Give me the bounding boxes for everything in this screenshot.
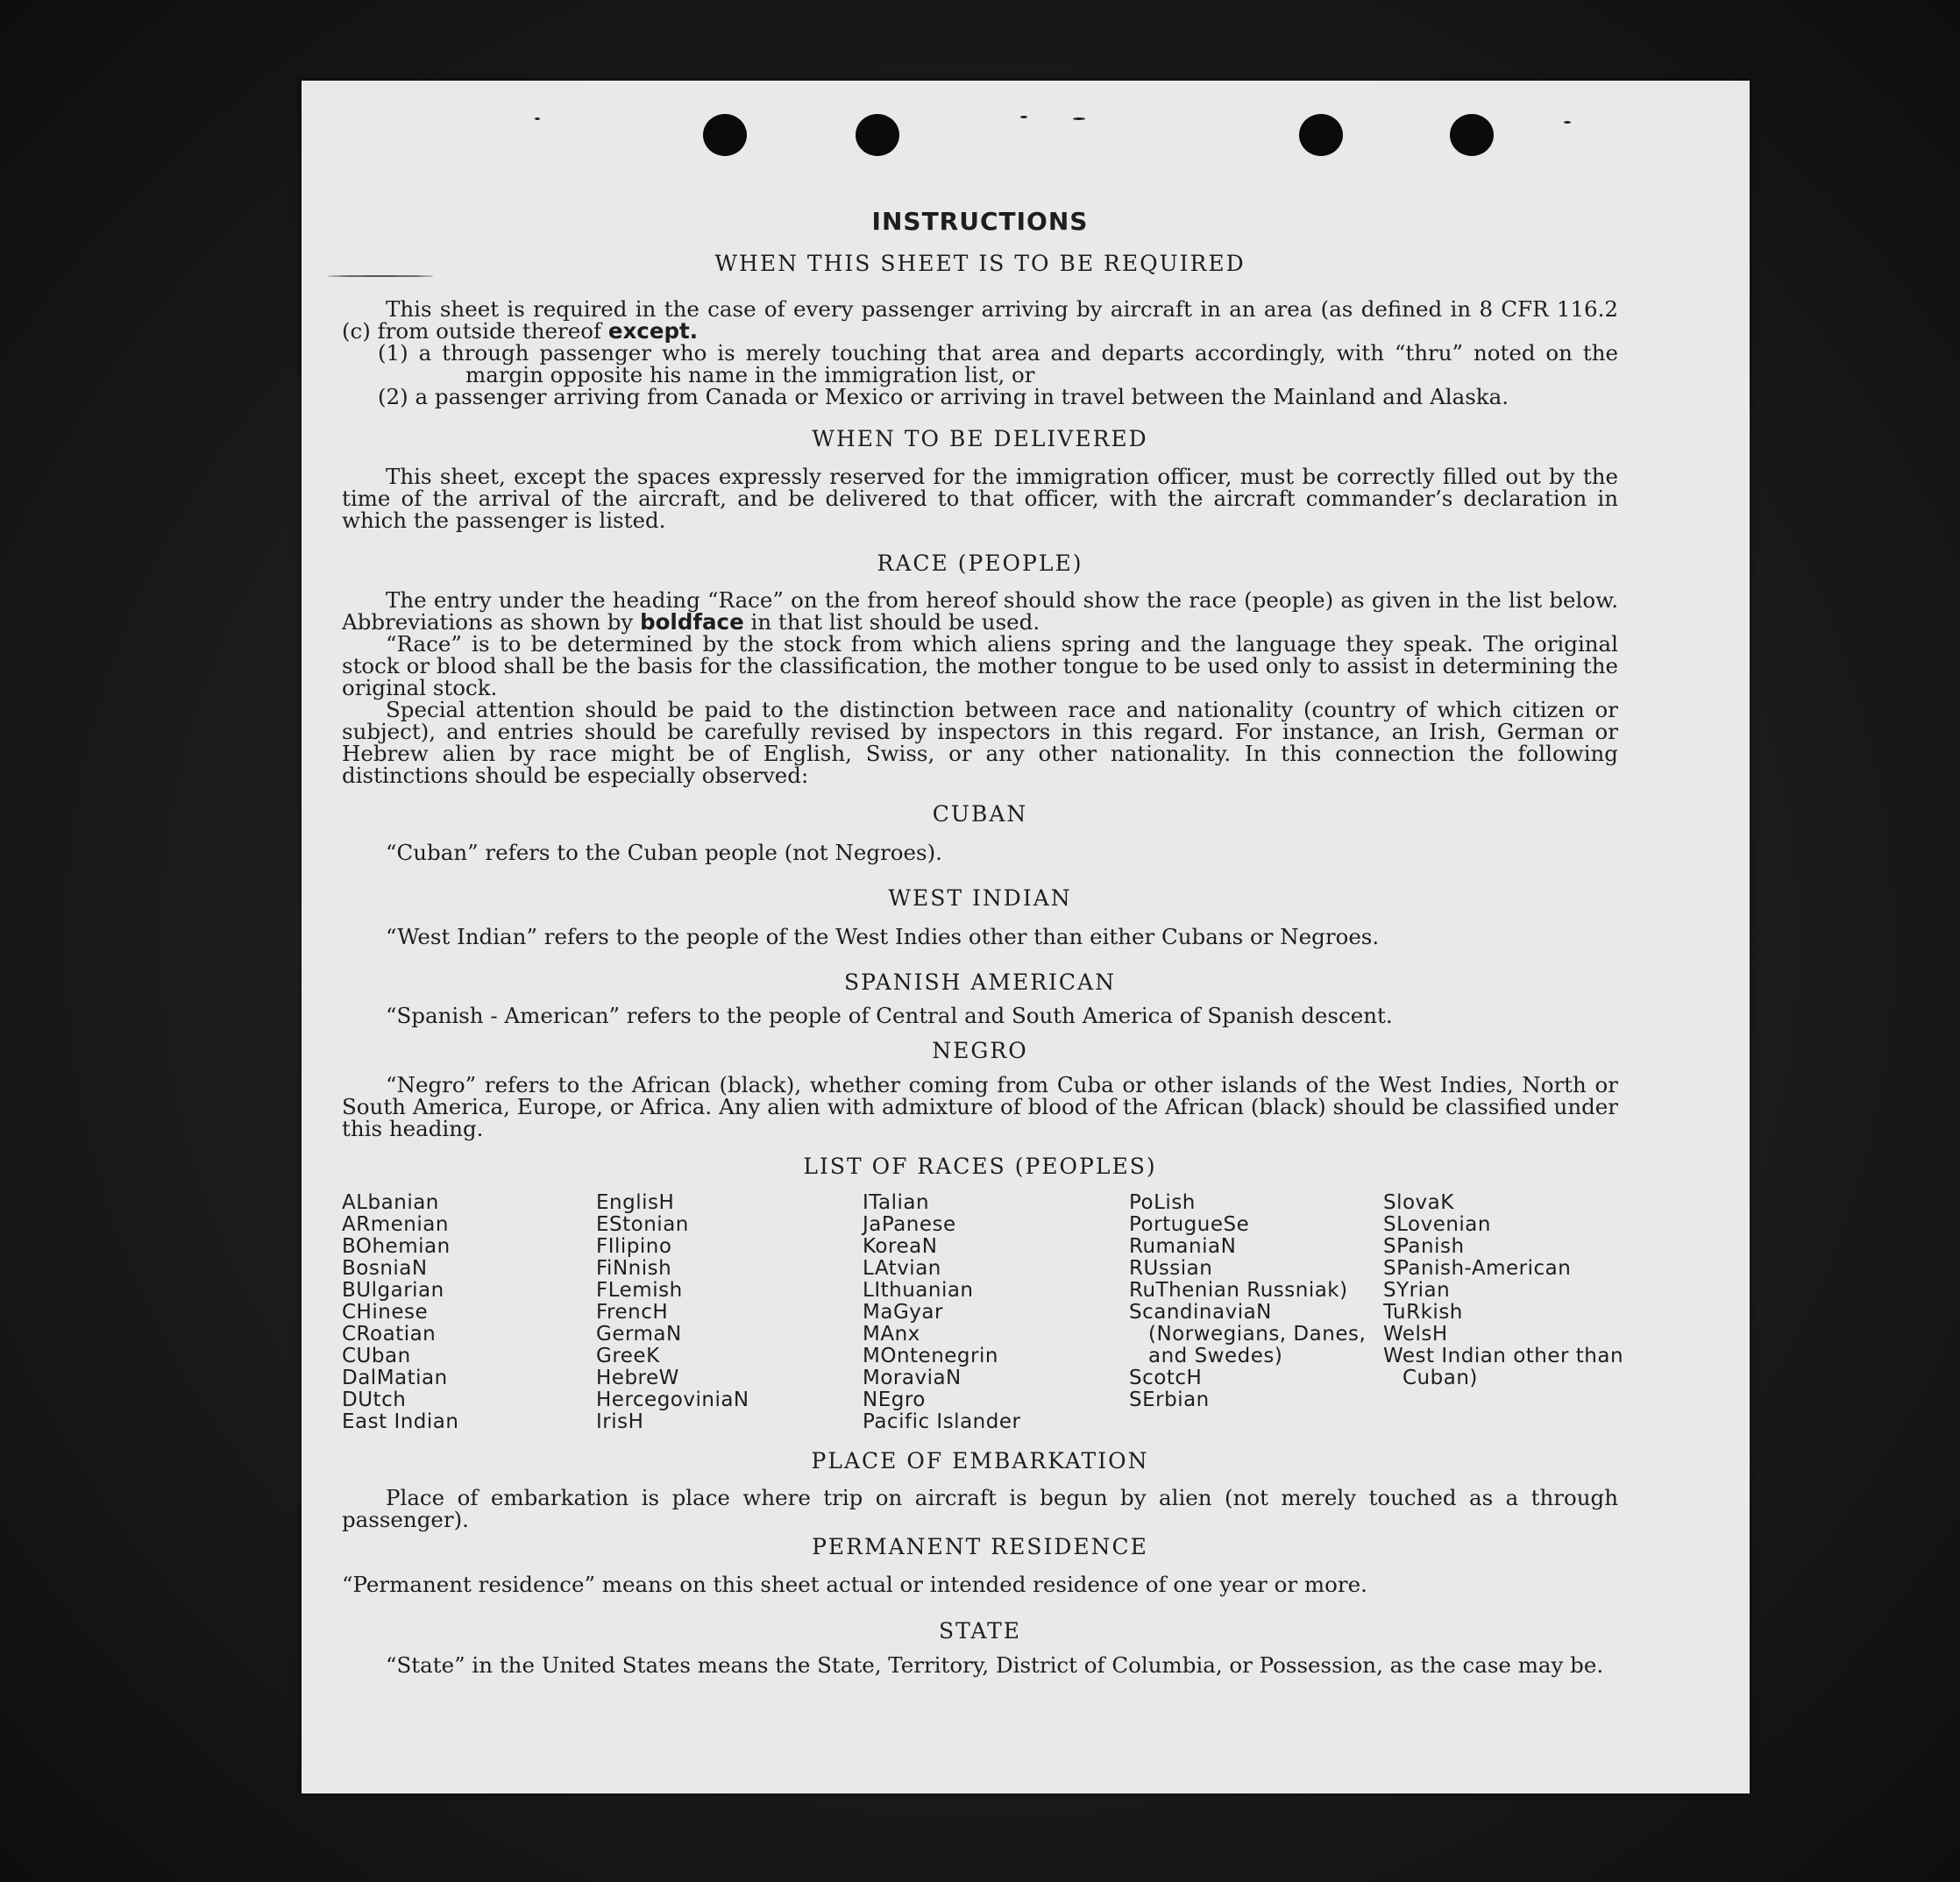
race-list-item: CRoatian: [342, 1323, 437, 1346]
race-list-item: HercegoviniaN: [596, 1388, 749, 1411]
section-delivered: [342, 465, 1618, 531]
race-column-1: [342, 1192, 598, 1433]
section-residence: [342, 1573, 1618, 1595]
section-spanish-american: [342, 1005, 1618, 1026]
race-list-item: FIlipino: [596, 1235, 672, 1258]
race-list-item: CHinese: [342, 1301, 429, 1324]
race-list-item: LIthuanian: [863, 1279, 974, 1302]
section-cuban: [342, 842, 1618, 863]
race-list-item: SErbian: [1129, 1388, 1210, 1411]
race-list-item: EnglisH: [596, 1191, 675, 1214]
race-list-item: PortugueSe: [1129, 1213, 1250, 1236]
section-negro: [342, 1074, 1618, 1140]
race-list-item: JaPanese: [863, 1213, 956, 1236]
race-paragraph-2: “Race” is to be determined by the stock from which aliens spring and the language they speak. The original stock or blood shall be the basis for the classification, the mother tongue to be used only to assist in determining the original stock.: [342, 631, 1618, 700]
race-list-item: RUssian: [1129, 1257, 1213, 1280]
section-heading-list-of-races: LIST OF RACES (PEOPLES): [803, 1154, 1157, 1179]
race-list-item: CUban: [342, 1345, 411, 1367]
race-list-item: FrencH: [596, 1301, 669, 1324]
race-list-item: NEgro: [863, 1388, 926, 1411]
section-heading-embarkation: PLACE OF EMBARKATION: [811, 1448, 1149, 1474]
race-list-item: Pacific Islander: [863, 1410, 1021, 1433]
section-heading-cuban: CUBAN: [932, 801, 1028, 827]
west-indian-text: “West Indian” refers to the people of the West Indies other than either Cubans or Negroes.: [386, 924, 1380, 949]
race-list-item: FiNnish: [596, 1257, 672, 1280]
race-list-item: MaGyar: [863, 1301, 943, 1324]
required-intro: This sheet is required in the case of every passenger arriving by aircraft in an area (as defined in 8 CFR 116.2 (c) from outside thereof except.: [342, 296, 1618, 344]
state-text: “State” in the United States means the State, Territory, District of Columbia, or Possession, as the case may be.: [386, 1652, 1604, 1678]
cuban-text: “Cuban” refers to the Cuban people (not Negroes).: [386, 840, 942, 865]
dust-speck: [1020, 116, 1027, 118]
punch-hole: [856, 114, 899, 156]
race-list-item: MoraviaN: [863, 1367, 962, 1389]
spanish-american-text: “Spanish - American” refers to the people of Central and South America of Spanish descent.: [386, 1003, 1393, 1028]
negro-text: “Negro” refers to the African (black), whether coming from Cuba or other islands of the West Indies, North or South America, Europe, or Africa. Any alien with admixture of blood of the African (black) should be classified under this heading.: [342, 1072, 1618, 1141]
race-list-item: SYrian: [1383, 1279, 1451, 1302]
section-heading-state: STATE: [938, 1618, 1022, 1644]
required-item-1: (1) a through passenger who is merely touching that area and departs accordingly, with “thru” noted on the margin opposite his name in the immigration list, or: [378, 340, 1618, 387]
race-list-item: LAtvian: [863, 1257, 941, 1280]
race-list-item: PoLish: [1129, 1191, 1196, 1214]
race-list-item: DUtch: [342, 1388, 407, 1411]
race-list-item: ARmenian: [342, 1213, 449, 1236]
race-list-item: WelsH: [1383, 1323, 1448, 1346]
section-heading-west-indian: WEST INDIAN: [888, 885, 1072, 911]
race-list-item: TuRkish: [1383, 1301, 1463, 1324]
section-heading-negro: NEGRO: [932, 1038, 1028, 1063]
document-sheet: [302, 81, 1750, 1793]
race-list-item: East Indian: [342, 1410, 459, 1433]
race-paragraph-3: Special attention should be paid to the distinction between race and nationality (country of which citizen or subject), and entries should be carefully revised by inspectors in this regard. For instance, an Irish, German or Hebrew alien by race might be of English, Swiss, or any other nationality. In this connection the following distinctions should be especially observed:: [342, 697, 1618, 788]
race-list-item: BOhemian: [342, 1235, 451, 1258]
residence-text: “Permanent residence” means on this sheet actual or intended residence of one year or more.: [342, 1572, 1367, 1597]
section-heading-spanish-american: SPANISH AMERICAN: [844, 969, 1116, 995]
section-heading-residence: PERMANENT RESIDENCE: [812, 1534, 1148, 1559]
race-list-item: SPanish-American: [1383, 1257, 1572, 1280]
race-column-5: [1383, 1192, 1639, 1389]
race-list-item: SPanish: [1383, 1235, 1465, 1258]
race-list-item: SLovenian: [1383, 1213, 1491, 1236]
punch-hole: [1299, 114, 1343, 156]
section-heading-delivered: WHEN TO BE DELIVERED: [812, 426, 1148, 451]
race-list-item: ALbanian: [342, 1191, 439, 1214]
race-list-item: RumaniaN: [1129, 1235, 1237, 1258]
punch-hole: [1450, 114, 1494, 156]
race-list-item: MAnx: [863, 1323, 920, 1346]
race-list-item: ITalian: [863, 1191, 930, 1214]
dust-speck: [1564, 121, 1571, 124]
race-paragraph-1: The entry under the heading “Race” on the from hereof should show the race (people) as given in the list below. Abbreviations as shown by boldface in that list should be used.: [342, 587, 1618, 635]
race-list-item: ScotcH: [1129, 1367, 1203, 1389]
delivered-text: This sheet, except the spaces expressly reserved for the immigration officer, must be correctly filled out by the time of the arrival of the aircraft, and be delivered to that officer, with the aircraft commander’s declaration in which the passenger is listed.: [342, 464, 1618, 533]
race-column-3: [863, 1192, 1118, 1433]
race-column-4: [1129, 1192, 1385, 1411]
required-item-2: (2) a passenger arriving from Canada or Mexico or arriving in travel between the Mainland and Alaska.: [378, 384, 1509, 409]
race-list-item: MOntenegrin: [863, 1345, 998, 1367]
section-heading-race: RACE (PEOPLE): [877, 550, 1083, 576]
race-list-item: FLemish: [596, 1279, 683, 1302]
section-heading-required: WHEN THIS SHEET IS TO BE REQUIRED: [714, 251, 1246, 276]
required-intro-emphasis: except.: [607, 318, 699, 344]
section-state: [342, 1654, 1618, 1676]
race-list-item: EStonian: [596, 1213, 689, 1236]
section-required: [342, 298, 1618, 408]
punch-hole: [703, 114, 747, 156]
race-list-item: BUlgarian: [342, 1279, 444, 1302]
race-list-item: GreeK: [596, 1345, 660, 1367]
race-list-item: ScandinaviaN (Norwegians, Danes, and Swedes): [1129, 1301, 1367, 1367]
race-list-item: BosniaN: [342, 1257, 428, 1280]
race-list: [342, 1191, 1624, 1433]
race-list-item: HebreW: [596, 1367, 679, 1389]
section-embarkation: [342, 1487, 1618, 1530]
race-bold-word: boldface: [640, 609, 744, 635]
document-title: INSTRUCTIONS: [871, 207, 1089, 236]
race-list-item: GermaN: [596, 1323, 682, 1346]
race-list-item: RuThenian Russniak): [1129, 1279, 1348, 1302]
dust-speck: [1073, 117, 1085, 120]
dust-speck: [535, 117, 540, 120]
embarkation-text: Place of embarkation is place where trip on aircraft is begun by alien (not merely touched as a through passenger).: [342, 1485, 1618, 1532]
race-list-item: KoreaN: [863, 1235, 938, 1258]
race-column-2: [596, 1192, 852, 1433]
race-list-item: DalMatian: [342, 1367, 448, 1389]
race-list-item: SlovaK: [1383, 1191, 1454, 1214]
section-race: [342, 589, 1618, 786]
race-list-item: IrisH: [596, 1410, 644, 1433]
race-list-item: West Indian other than Cuban): [1383, 1345, 1624, 1389]
section-west-indian: [342, 926, 1618, 948]
